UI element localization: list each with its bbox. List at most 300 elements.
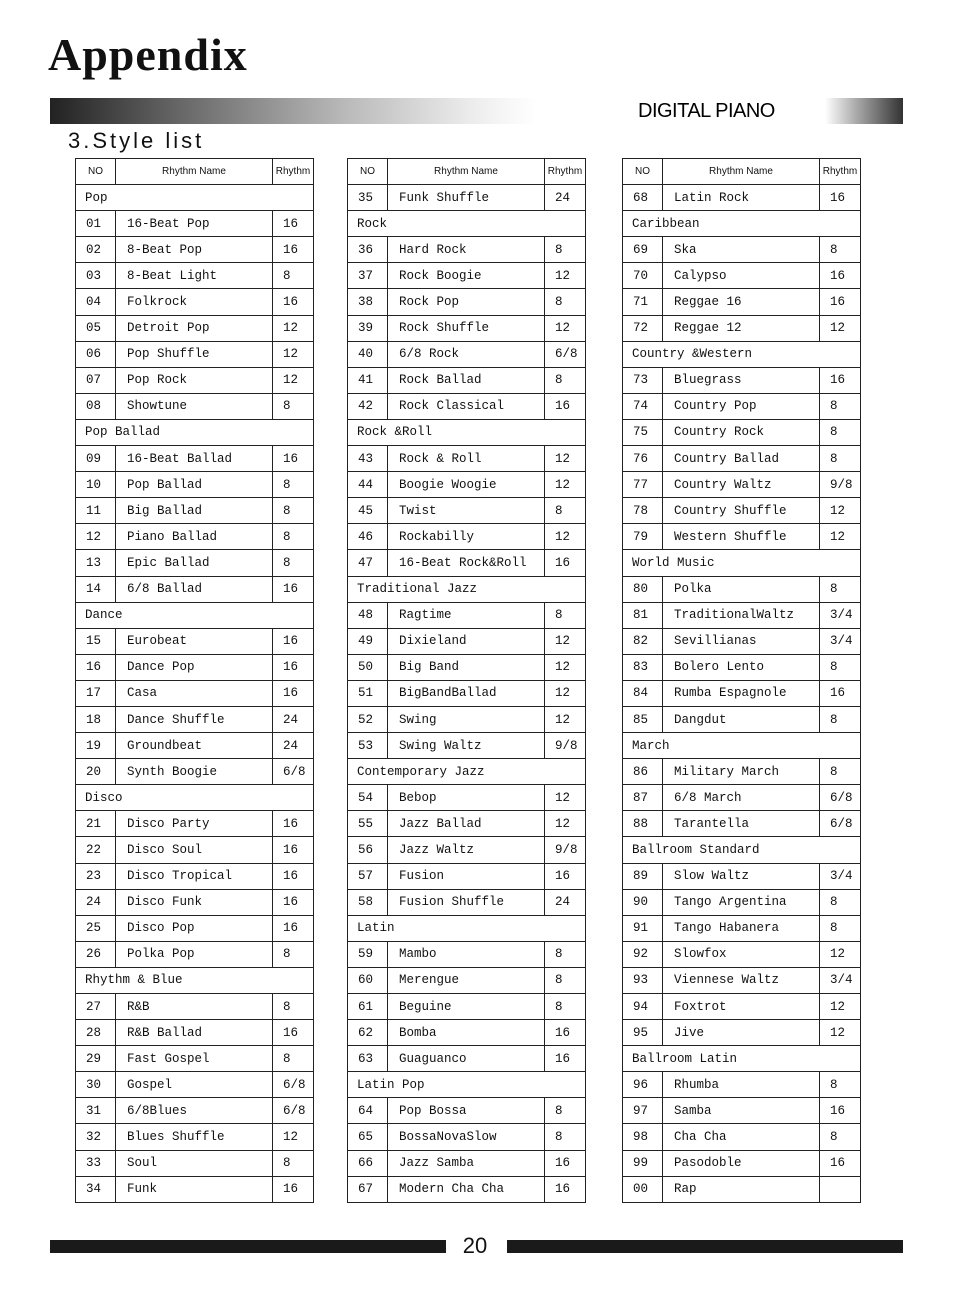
style-row [623,941,861,967]
style-number: 29 [76,1046,116,1072]
style-rhythm: 16 [273,446,314,472]
style-number: 93 [623,967,663,993]
style-row [76,211,314,237]
style-row [76,237,314,263]
header-rhythm-name: Rhythm Name [116,159,273,185]
style-name: Mambo [388,941,545,967]
style-rhythm: 8 [820,759,861,785]
style-number: 80 [623,576,663,602]
style-row [623,967,861,993]
header-banner [50,98,903,124]
header-rhythm-name: Rhythm Name [388,159,545,185]
style-number: 16 [76,654,116,680]
style-number: 39 [348,315,388,341]
page-number: 20 [462,1233,488,1258]
style-row [348,680,586,706]
category-label: Ballroom Latin [623,1046,861,1072]
style-number: 44 [348,472,388,498]
category-row [76,967,314,993]
category-label: Rock [348,211,586,237]
style-rhythm: 6/8 [820,785,861,811]
style-rhythm: 16 [273,237,314,263]
style-number: 45 [348,498,388,524]
style-rhythm: 12 [820,524,861,550]
style-name: Bolero Lento [663,654,820,680]
style-row [76,446,314,472]
style-number: 59 [348,941,388,967]
style-rhythm: 6/8 [273,759,314,785]
style-row [348,341,586,367]
style-row [623,1072,861,1098]
style-row [76,263,314,289]
style-row [348,237,586,263]
style-number: 31 [76,1098,116,1124]
style-row [623,237,861,263]
style-row [76,341,314,367]
style-name: Rock Shuffle [388,315,545,341]
category-label: Caribbean [623,211,861,237]
style-row [348,263,586,289]
style-row [76,1176,314,1202]
style-number: 99 [623,1150,663,1176]
style-rhythm: 12 [820,1020,861,1046]
style-number: 20 [76,759,116,785]
style-number: 18 [76,706,116,732]
style-number: 47 [348,550,388,576]
style-rhythm: 16 [545,1176,586,1202]
style-rhythm: 16 [273,628,314,654]
style-name: Rock Boogie [388,263,545,289]
style-rhythm: 3/4 [820,602,861,628]
style-rhythm: 16 [273,1176,314,1202]
style-number: 97 [623,1098,663,1124]
style-number: 35 [348,185,388,211]
style-number: 57 [348,863,388,889]
category-row [348,759,586,785]
style-rhythm: 12 [545,263,586,289]
category-label: World Music [623,550,861,576]
category-label: Ballroom Standard [623,837,861,863]
style-rhythm: 12 [545,524,586,550]
header-no: NO [348,159,388,185]
style-number: 19 [76,733,116,759]
style-rhythm [820,1176,861,1202]
style-table-2 [347,158,586,1203]
category-label: Pop [76,185,314,211]
category-label: Disco [76,785,314,811]
style-rhythm: 6/8 [820,811,861,837]
category-label: Pop Ballad [76,419,314,445]
header-rhythm-name: Rhythm Name [663,159,820,185]
style-name: Eurobeat [116,628,273,654]
style-name: Swing Waltz [388,733,545,759]
style-rhythm: 16 [545,1150,586,1176]
style-row [623,576,861,602]
style-rhythm: 12 [545,446,586,472]
style-name: Jazz Waltz [388,837,545,863]
style-name: 16-Beat Rock&Roll [388,550,545,576]
style-number: 89 [623,863,663,889]
style-row [623,1098,861,1124]
style-rhythm: 16 [820,289,861,315]
style-name: BossaNovaSlow [388,1124,545,1150]
style-row [623,419,861,445]
style-row [623,446,861,472]
style-name: Bluegrass [663,367,820,393]
style-number: 11 [76,498,116,524]
style-name: Fusion [388,863,545,889]
style-number: 38 [348,289,388,315]
style-rhythm: 8 [273,1150,314,1176]
style-rhythm: 12 [820,941,861,967]
style-number: 65 [348,1124,388,1150]
style-number: 09 [76,446,116,472]
style-row [76,498,314,524]
style-name: Jazz Ballad [388,811,545,837]
footer-bar-left [50,1240,446,1253]
style-name: Epic Ballad [116,550,273,576]
style-number: 58 [348,889,388,915]
style-row [623,1020,861,1046]
style-row [623,524,861,550]
style-name: R&B [116,994,273,1020]
category-row [623,550,861,576]
style-number: 69 [623,237,663,263]
style-number: 51 [348,680,388,706]
style-number: 61 [348,994,388,1020]
style-rhythm: 12 [545,654,586,680]
style-number: 01 [76,211,116,237]
style-name: Disco Tropical [116,863,273,889]
style-name: Dangdut [663,706,820,732]
style-row [348,811,586,837]
style-row [623,263,861,289]
style-row [76,994,314,1020]
category-row [348,915,586,941]
style-number: 06 [76,341,116,367]
category-label: Rock &Roll [348,419,586,445]
style-name: Merengue [388,967,545,993]
style-number: 03 [76,263,116,289]
style-number: 24 [76,889,116,915]
style-name: 16-Beat Ballad [116,446,273,472]
style-rhythm: 8 [273,472,314,498]
style-row [76,889,314,915]
style-rhythm: 12 [273,1124,314,1150]
style-row [76,367,314,393]
style-number: 96 [623,1072,663,1098]
style-name: Dixieland [388,628,545,654]
style-number: 28 [76,1020,116,1046]
style-rhythm: 8 [820,576,861,602]
style-rhythm: 8 [545,237,586,263]
style-row [348,837,586,863]
style-row [623,315,861,341]
category-label: Dance [76,602,314,628]
style-rhythm: 8 [273,1046,314,1072]
style-number: 76 [623,446,663,472]
style-rhythm: 8 [273,263,314,289]
category-row [348,211,586,237]
style-name: Big Band [388,654,545,680]
style-name: Latin Rock [663,185,820,211]
style-row [348,628,586,654]
category-label: March [623,733,861,759]
style-name: Bebop [388,785,545,811]
style-row [348,446,586,472]
style-row [76,472,314,498]
style-number: 46 [348,524,388,550]
style-name: Country Rock [663,419,820,445]
section-title: 3.Style list [68,128,205,153]
style-name: Twist [388,498,545,524]
style-number: 63 [348,1046,388,1072]
page-title: Appendix [48,29,248,80]
style-row [76,1072,314,1098]
style-number: 05 [76,315,116,341]
style-row [76,289,314,315]
style-name: 6/8 Ballad [116,576,273,602]
header-rhythm: Rhythm [820,159,861,185]
style-number: 37 [348,263,388,289]
style-number: 62 [348,1020,388,1046]
style-name: Funk Shuffle [388,185,545,211]
style-row [623,915,861,941]
style-row [623,602,861,628]
style-rhythm: 8 [545,367,586,393]
style-rhythm: 12 [820,315,861,341]
style-row [348,393,586,419]
style-name: Fusion Shuffle [388,889,545,915]
style-number: 30 [76,1072,116,1098]
style-name: Rockabilly [388,524,545,550]
style-rhythm: 16 [820,1098,861,1124]
style-number: 26 [76,941,116,967]
style-rhythm: 16 [273,211,314,237]
category-row [76,602,314,628]
style-row [76,315,314,341]
style-number: 77 [623,472,663,498]
style-name: Bomba [388,1020,545,1046]
style-rhythm: 16 [545,863,586,889]
style-name: Samba [663,1098,820,1124]
style-row [623,628,861,654]
style-number: 64 [348,1098,388,1124]
style-name: 8-Beat Light [116,263,273,289]
style-rhythm: 6/8 [545,341,586,367]
style-row [348,498,586,524]
style-name: Rock Ballad [388,367,545,393]
style-name: Modern Cha Cha [388,1176,545,1202]
style-number: 49 [348,628,388,654]
style-number: 23 [76,863,116,889]
style-number: 74 [623,393,663,419]
style-row [76,680,314,706]
style-rhythm: 8 [273,550,314,576]
style-rhythm: 24 [273,733,314,759]
style-number: 71 [623,289,663,315]
style-name: 6/8Blues [116,1098,273,1124]
style-rhythm: 16 [273,576,314,602]
category-row [623,1046,861,1072]
style-table-1 [75,158,314,1203]
style-rhythm: 9/8 [545,733,586,759]
style-rhythm: 24 [545,889,586,915]
style-rhythm: 8 [820,706,861,732]
style-name: TraditionalWaltz [663,602,820,628]
style-name: Disco Party [116,811,273,837]
style-number: 02 [76,237,116,263]
style-number: 85 [623,706,663,732]
style-row [76,524,314,550]
style-rhythm: 24 [545,185,586,211]
style-rhythm: 16 [273,889,314,915]
style-rhythm: 8 [273,941,314,967]
style-name: Groundbeat [116,733,273,759]
footer-bar-right [507,1240,903,1253]
style-rhythm: 8 [820,1072,861,1098]
category-row [348,576,586,602]
style-rhythm: 16 [820,367,861,393]
style-rhythm: 8 [273,393,314,419]
style-row [623,889,861,915]
style-rhythm: 24 [273,706,314,732]
style-name: Polka Pop [116,941,273,967]
style-rhythm: 16 [273,289,314,315]
style-row [623,289,861,315]
style-row [76,1124,314,1150]
style-rhythm: 8 [545,941,586,967]
style-row [348,1046,586,1072]
style-row [623,498,861,524]
category-row [76,419,314,445]
style-name: Country Pop [663,393,820,419]
style-number: 94 [623,994,663,1020]
table-header-row [348,159,586,185]
category-label: Latin [348,915,586,941]
style-row [348,785,586,811]
style-table-3 [622,158,861,1203]
style-rhythm: 16 [545,1020,586,1046]
style-rhythm: 8 [820,889,861,915]
style-rhythm: 16 [273,1020,314,1046]
style-rhythm: 3/4 [820,863,861,889]
style-rhythm: 12 [545,680,586,706]
style-row [348,367,586,393]
style-row [76,941,314,967]
style-row [348,967,586,993]
style-row [348,1176,586,1202]
style-rhythm: 16 [820,680,861,706]
style-number: 48 [348,602,388,628]
style-name: Rap [663,1176,820,1202]
style-number: 13 [76,550,116,576]
style-number: 68 [623,185,663,211]
style-row [348,524,586,550]
style-number: 88 [623,811,663,837]
style-rhythm: 8 [820,446,861,472]
style-name: Reggae 16 [663,289,820,315]
style-rhythm: 16 [545,550,586,576]
style-row [348,550,586,576]
category-row [76,185,314,211]
style-number: 98 [623,1124,663,1150]
style-rhythm: 3/4 [820,967,861,993]
style-name: Military March [663,759,820,785]
style-number: 60 [348,967,388,993]
style-rhythm: 12 [545,472,586,498]
style-number: 34 [76,1176,116,1202]
style-name: Pop Shuffle [116,341,273,367]
style-name: Beguine [388,994,545,1020]
table-header-row [623,159,861,185]
style-row [348,1150,586,1176]
style-number: 50 [348,654,388,680]
style-rhythm: 16 [273,680,314,706]
style-name: Rock Pop [388,289,545,315]
style-rhythm: 12 [545,706,586,732]
header-no: NO [76,159,116,185]
style-number: 32 [76,1124,116,1150]
style-name: Slowfox [663,941,820,967]
style-number: 08 [76,393,116,419]
style-row [76,1020,314,1046]
style-number: 56 [348,837,388,863]
style-name: 6/8 Rock [388,341,545,367]
style-name: Calypso [663,263,820,289]
style-number: 54 [348,785,388,811]
style-rhythm: 8 [820,237,861,263]
style-name: Disco Funk [116,889,273,915]
style-name: Rhumba [663,1072,820,1098]
style-name: Country Waltz [663,472,820,498]
style-name: Rock & Roll [388,446,545,472]
style-rhythm: 8 [545,994,586,1020]
style-name: Casa [116,680,273,706]
style-name: Pop Bossa [388,1098,545,1124]
style-number: 90 [623,889,663,915]
style-row [76,654,314,680]
category-row [76,785,314,811]
style-rhythm: 16 [273,811,314,837]
style-number: 53 [348,733,388,759]
style-number: 17 [76,680,116,706]
style-number: 73 [623,367,663,393]
style-rhythm: 16 [545,393,586,419]
style-number: 42 [348,393,388,419]
style-rhythm: 16 [545,1046,586,1072]
style-rhythm: 6/8 [273,1072,314,1098]
style-number: 00 [623,1176,663,1202]
style-number: 14 [76,576,116,602]
style-name: Ragtime [388,602,545,628]
style-rhythm: 8 [273,524,314,550]
style-number: 36 [348,237,388,263]
category-label: Contemporary Jazz [348,759,586,785]
style-row [623,472,861,498]
style-name: 8-Beat Pop [116,237,273,263]
style-row [76,628,314,654]
style-rhythm: 12 [273,341,314,367]
style-name: 16-Beat Pop [116,211,273,237]
style-row [348,889,586,915]
style-row [348,1098,586,1124]
style-name: Ska [663,237,820,263]
style-row [348,1020,586,1046]
style-row [348,994,586,1020]
style-number: 95 [623,1020,663,1046]
style-number: 87 [623,785,663,811]
